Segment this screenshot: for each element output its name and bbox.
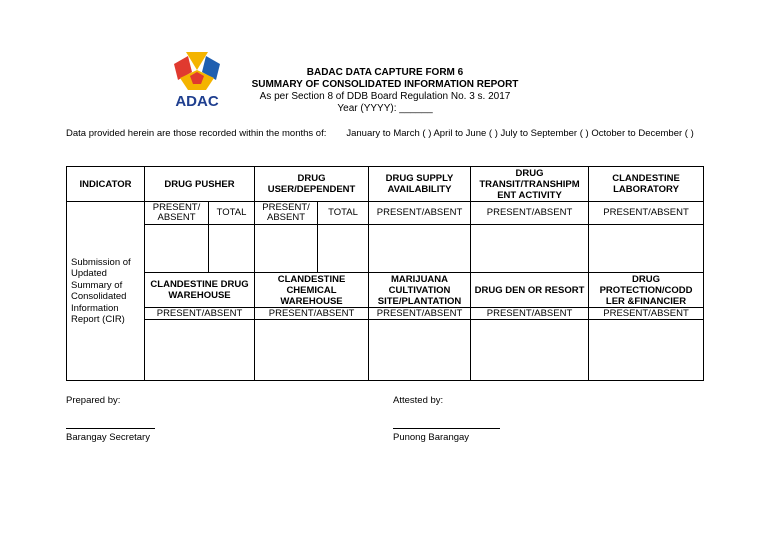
intro-lead: Data provided herein are those recorded within the months of: (66, 128, 327, 139)
prepared-by-label: Prepared by: (66, 395, 121, 406)
entry-cell[interactable] (471, 225, 589, 273)
header-drug-protection: DRUG PROTECTION/CODD LER &FINANCIER (589, 273, 704, 308)
punong-signature-line[interactable] (393, 428, 500, 429)
header-drug-user: DRUG USER/DEPENDENT (255, 167, 369, 202)
punong-label: Punong Barangay (393, 432, 470, 443)
form-subtitle: SUMMARY OF CONSOLIDATED INFORMATION REPORT (251, 79, 519, 90)
subheader-present-absent: PRESENT/ABSENT (471, 308, 589, 320)
subheader-total: TOTAL (209, 202, 255, 225)
secretary-signature-line[interactable] (66, 428, 155, 429)
cir-table (66, 166, 704, 381)
attested-by-label: Attested by: (393, 395, 444, 406)
indicator-text: Submission of Updated Summary of Consolidated Information Report (CIR) (71, 256, 131, 325)
header-drug-transit: DRUG TRANSIT/TRANSHIPM ENT ACTIVITY (471, 167, 589, 202)
subheader-present-absent: PRESENT/ABSENT (255, 308, 369, 320)
header-clandestine-lab: CLANDESTINE LABORATORY (589, 167, 704, 202)
entry-cell[interactable] (255, 320, 369, 381)
secretary-label: Barangay Secretary (66, 432, 150, 443)
intro-paragraph (66, 127, 706, 140)
entry-cell[interactable] (589, 320, 704, 381)
adac-logo (166, 50, 228, 112)
entry-cell[interactable] (209, 225, 255, 273)
entry-cell[interactable] (369, 320, 471, 381)
entry-cell[interactable] (369, 225, 471, 273)
entry-cell[interactable] (471, 320, 589, 381)
subheader-total: TOTAL (318, 202, 369, 225)
subheader-present-absent: PRESENT/ABSENT (145, 308, 255, 320)
entry-cell[interactable] (589, 225, 704, 273)
entry-cell[interactable] (145, 225, 209, 273)
indicator-cell (67, 202, 145, 381)
entry-cell[interactable] (318, 225, 369, 273)
subheader-present-absent: PRESENT/ABSENT (589, 308, 704, 320)
subheader-present-absent: PRESENT/ABSENT (589, 202, 704, 225)
subheader-present-absent: PRESENT/ABSENT (471, 202, 589, 225)
logo-text: ADAC (175, 93, 219, 110)
header-marijuana-site: MARIJUANA CULTIVATION SITE/PLANTATION (369, 273, 471, 308)
subheader-present-absent: PRESENT/ABSENT (369, 202, 471, 225)
subheader-present-absent: PRESENT/ABSENT (369, 308, 471, 320)
header-chemical-warehouse: CLANDESTINE CHEMICAL WAREHOUSE (255, 273, 369, 308)
header-drug-supply: DRUG SUPPLY AVAILABILITY (369, 167, 471, 202)
header-drug-den: DRUG DEN OR RESORT (471, 273, 589, 308)
year-field: Year (YYYY): ______ (337, 103, 433, 114)
subheader-present-absent: PRESENT/ ABSENT (255, 202, 318, 225)
entry-cell[interactable] (145, 320, 255, 381)
entry-cell[interactable] (255, 225, 318, 273)
form-header (230, 67, 540, 115)
intro-months: January to March ( ) April to June ( ) July to September ( ) October to December ( ) (346, 128, 694, 139)
regulation-line: As per Section 8 of DDB Board Regulation No. 3 s. 2017 (259, 91, 511, 102)
subheader-present-absent: PRESENT/ ABSENT (145, 202, 209, 225)
indicator-header: INDICATOR (67, 167, 145, 202)
header-drug-pusher: DRUG PUSHER (145, 167, 255, 202)
header-clandestine-warehouse: CLANDESTINE DRUG WAREHOUSE (145, 273, 255, 308)
form-title: BADAC DATA CAPTURE FORM 6 (306, 67, 464, 78)
